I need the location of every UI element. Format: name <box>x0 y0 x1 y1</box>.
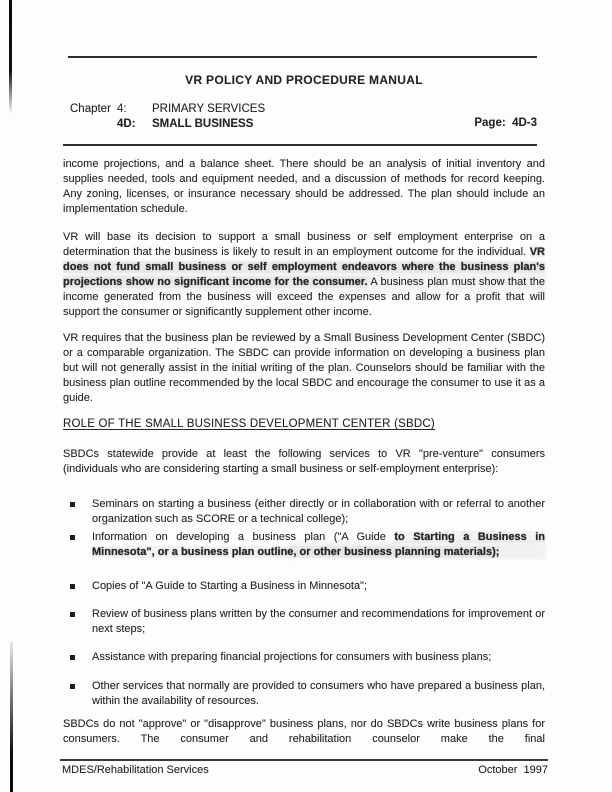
paragraph-sbdc-services-intro: SBDCs statewide provide at least the following services to VR "pre-venture" consumers (individuals who are considering starting a small business or self-employment enterprise): <box>63 448 545 475</box>
list-item-text: Other services that normally are provided to consumers who have prepared a business plan, within the availability of resources. <box>92 680 545 707</box>
list-item-emphasized: to Starting a Business in Minnesota", or a business plan outline, or other business planning materials); <box>92 531 546 558</box>
list-item-other-services <box>63 679 545 709</box>
list-item-text: Review of business plans written by the consumer and recommendations for improvement or next steps; <box>92 608 545 635</box>
section-number: 4D: <box>117 117 136 130</box>
footer-date: October 1997 <box>478 764 548 776</box>
paragraph-vr-decision-part1: VR will base its decision to support a small business or self employment enterprise on a determination that the business is likely to result in an employment outcome for the individual. <box>63 231 545 258</box>
header-top-rule <box>68 56 537 58</box>
square-bullet-icon <box>70 535 75 540</box>
paragraph-sbdc-review: VR requires that the business plan be reviewed by a Small Business Development Center (SBDC) or a comparable organization. The SBDC can provide information on developing a business plan but will not generally assist in the initial writing of the plan. Counselors should be familiar with the business plan outline recommended by the local SBDC and encourage the consumer to use it as a guide. <box>63 332 545 404</box>
list-item-assistance <box>63 650 545 665</box>
list-item-text <box>92 530 545 560</box>
list-item-seminars <box>63 497 545 527</box>
square-bullet-icon <box>70 502 75 507</box>
square-bullet-icon <box>70 612 75 617</box>
list-item-text: Seminars on starting a business (either directly or in collaboration with or referral to another organization such as SCORE or a technical college); <box>92 498 545 525</box>
list-item-text: Assistance with preparing financial projections for consumers with business plans; <box>92 651 492 663</box>
chapter-row <box>70 102 265 117</box>
chapter-number: 4: <box>117 103 127 115</box>
paragraph-vr-decision-part2: A business plan must show that the income generated from the business will exceed the expenses and allow for a profit that will support the consumer or significantly supplement other income. <box>63 276 546 318</box>
square-bullet-icon <box>70 584 75 589</box>
list-item-information <box>63 530 545 560</box>
scan-artifact-left-bottom <box>10 641 13 792</box>
chapter-block <box>70 102 265 131</box>
page-number-label: Page: 4D-3 <box>474 116 537 129</box>
section-spacer <box>70 117 117 132</box>
section-heading-sbdc-role: ROLE OF THE SMALL BUSINESS DEVELOPMENT CENTER (SBDC) <box>63 418 435 430</box>
square-bullet-icon <box>70 655 75 660</box>
square-bullet-icon <box>70 684 75 689</box>
chapter-name: PRIMARY SERVICES <box>152 103 266 115</box>
footer-organization: MDES/Rehabilitation Services <box>62 764 209 776</box>
list-item-review <box>63 607 545 637</box>
list-item-copies <box>63 579 545 594</box>
paragraph-vr-decision <box>63 230 545 320</box>
scan-artifact-left-top <box>9 0 12 114</box>
paragraph-business-plan-contents: income projections, and a balance sheet. There should be an analysis of initial inventory and supplies needed, tools and equipment needed, and a discussion of methods for record keeping. Any zoning, licenses, or insurance necessary should be addressed. The plan should include an implementation schedule. <box>63 158 545 215</box>
chapter-label: Chapter <box>70 103 111 115</box>
list-item-text: Copies of "A Guide to Starting a Business in Minnesota"; <box>92 580 368 592</box>
footer-rule <box>60 759 548 761</box>
list-item-part1: Information on developing a business plan ("A Guide <box>92 531 395 543</box>
paragraph-sbdc-no-approval: SBDCs do not "approve" or "disapprove" business plans, nor do SBDCs write business plans for consumers. The consumer and rehabilitation counselor make the final <box>63 718 545 745</box>
section-name: SMALL BUSINESS <box>152 117 254 130</box>
header-bottom-rule <box>63 144 537 146</box>
document-title: VR POLICY AND PROCEDURE MANUAL <box>185 73 423 87</box>
section-row <box>70 117 265 132</box>
paragraph-vr-decision-emphasized: VR does not fund small business or self employment endeavors where the business plan's projections show no significant income for the consumer. <box>63 246 545 288</box>
